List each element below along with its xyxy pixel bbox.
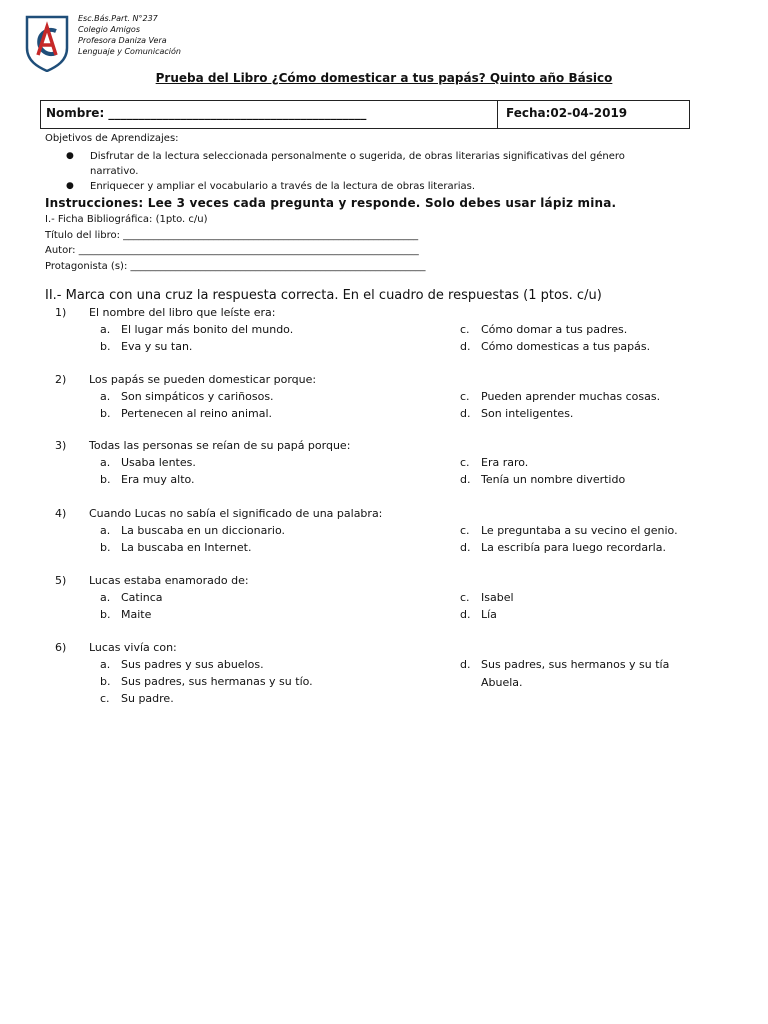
college-name: Colegio Amigos (78, 25, 140, 34)
option-text: Era muy alto. (121, 473, 195, 486)
answer-option-a[interactable] (100, 524, 285, 537)
instructions: Instrucciones: Lee 3 veces cada pregunta y responde. Solo debes usar lápiz mina. (45, 196, 617, 210)
answer-option-c[interactable] (100, 692, 174, 705)
answer-option-d[interactable] (460, 608, 497, 621)
answer-option-c[interactable] (460, 456, 528, 469)
option-text: El lugar más bonito del mundo. (121, 323, 294, 336)
answer-option-b[interactable] (100, 541, 251, 554)
answer-option-d[interactable] (460, 407, 573, 420)
answer-option-a[interactable] (100, 390, 274, 403)
option-text: Son inteligentes. (481, 407, 574, 420)
date-field: Fecha:02-04-2019 (506, 106, 628, 120)
option-text: Maite (121, 608, 152, 621)
option-text: Isabel (481, 591, 514, 604)
answer-option-d[interactable] (460, 340, 650, 353)
question-number: 5) (55, 574, 67, 587)
answer-option-a[interactable] (100, 456, 196, 469)
option-letter: a. (100, 658, 111, 671)
option-text: Era raro. (481, 456, 529, 469)
option-letter: c. (460, 390, 470, 403)
school-logo (24, 14, 70, 72)
bullet-icon: ● (66, 181, 74, 191)
option-letter: d. (460, 407, 471, 420)
question-text: Lucas estaba enamorado de: (89, 574, 249, 587)
option-text: Lía (481, 608, 497, 621)
page-title: Prueba del Libro ¿Cómo domesticar a tus papás? Quinto año Básico (155, 71, 613, 85)
subject-name: Lenguaje y Comunicación (78, 47, 181, 56)
option-letter: c. (460, 524, 470, 537)
question-text: Los papás se pueden domesticar porque: (89, 373, 317, 386)
option-text: Le preguntaba a su vecino el genio. (481, 524, 678, 537)
question-text: Cuando Lucas no sabía el significado de una palabra: (89, 507, 383, 520)
option-letter: c. (100, 692, 110, 705)
option-text: Cómo domar a tus padres. (481, 323, 628, 336)
option-letter: b. (100, 541, 111, 554)
answer-option-a[interactable] (100, 323, 293, 336)
answer-option-c[interactable] (460, 524, 678, 537)
option-letter: b. (100, 473, 111, 486)
option-text: Usaba lentes. (121, 456, 196, 469)
box-divider (497, 101, 498, 128)
name-date-box (40, 100, 690, 129)
option-letter: d. (460, 473, 471, 486)
teacher-name: Profesora Daniza Vera (78, 36, 167, 45)
option-text-cont: Abuela. (481, 676, 523, 689)
protagonist-field[interactable]: Protagonista (s): ___________________________________________________________ (45, 261, 426, 272)
answer-option-b[interactable] (100, 675, 313, 688)
name-field[interactable]: Nombre: ___________________________________________ (46, 106, 367, 120)
option-text: Sus padres y sus abuelos. (121, 658, 264, 671)
answer-option-b[interactable] (100, 340, 192, 353)
option-text: Tenía un nombre divertido (481, 473, 626, 486)
option-text: La buscaba en un diccionario. (121, 524, 285, 537)
answer-option-c[interactable] (460, 390, 660, 403)
answer-option-a[interactable] (100, 591, 163, 604)
answer-option-b[interactable] (100, 473, 195, 486)
question-number: 4) (55, 507, 67, 520)
answer-option-d[interactable] (460, 541, 666, 554)
option-letter: d. (460, 541, 471, 554)
objective-text-cont: narrativo. (90, 166, 139, 177)
option-letter: b. (100, 675, 111, 688)
objectives-heading: Objetivos de Aprendizajes: (45, 133, 179, 144)
option-letter: d. (460, 340, 471, 353)
option-text: La buscaba en Internet. (121, 541, 252, 554)
option-text: Pueden aprender muchas cosas. (481, 390, 661, 403)
author-field[interactable]: Autor: ____________________________________________________________________ (45, 245, 419, 256)
option-letter: c. (460, 456, 470, 469)
option-letter: c. (460, 591, 470, 604)
objective-text: Enriquecer y ampliar el vocabulario a través de la lectura de obras literarias. (90, 181, 476, 192)
answer-option-d[interactable] (460, 658, 669, 671)
question-number: 6) (55, 641, 67, 654)
option-text: Sus padres, sus hermanas y su tío. (121, 675, 313, 688)
option-letter: b. (100, 340, 111, 353)
question-number: 3) (55, 439, 67, 452)
answer-option-d[interactable] (460, 473, 625, 486)
option-text: Sus padres, sus hermanos y su tía (481, 658, 670, 671)
option-letter: a. (100, 323, 111, 336)
option-text: Eva y su tan. (121, 340, 193, 353)
question-number: 1) (55, 306, 67, 319)
option-letter: b. (100, 407, 111, 420)
option-text: Son simpáticos y cariñosos. (121, 390, 274, 403)
option-text: La escribía para luego recordarla. (481, 541, 666, 554)
answer-option-c[interactable] (460, 323, 627, 336)
question-text: El nombre del libro que leíste era: (89, 306, 276, 319)
section2-heading: II.- Marca con una cruz la respuesta correcta. En el cuadro de respuestas (1 ptos. c/u) (45, 288, 602, 303)
answer-option-b[interactable] (100, 608, 151, 621)
option-text: Cómo domesticas a tus papás. (481, 340, 651, 353)
section1-heading: I.- Ficha Bibliográfica: (1pto. c/u) (45, 214, 208, 225)
question-number: 2) (55, 373, 67, 386)
answer-option-a[interactable] (100, 658, 264, 671)
option-letter: a. (100, 456, 111, 469)
option-text: Catinca (121, 591, 163, 604)
option-letter: d. (460, 608, 471, 621)
option-letter: b. (100, 608, 111, 621)
question-text: Todas las personas se reían de su papá porque: (89, 439, 351, 452)
question-text: Lucas vivía con: (89, 641, 177, 654)
option-text: Pertenecen al reino animal. (121, 407, 273, 420)
option-letter: a. (100, 591, 111, 604)
option-letter: a. (100, 524, 111, 537)
answer-option-c[interactable] (460, 591, 514, 604)
option-letter: d. (460, 658, 471, 671)
book-title-field[interactable]: Título del libro: ___________________________________________________________ (45, 230, 419, 241)
option-text: Su padre. (121, 692, 174, 705)
answer-option-b[interactable] (100, 407, 272, 420)
option-letter: a. (100, 390, 111, 403)
objective-text: Disfrutar de la lectura seleccionada personalmente o sugerida, de obras literarias significativas del género (90, 151, 625, 162)
bullet-icon: ● (66, 151, 74, 161)
option-letter: c. (460, 323, 470, 336)
school-name: Esc.Bás.Part. N°237 (78, 14, 158, 23)
